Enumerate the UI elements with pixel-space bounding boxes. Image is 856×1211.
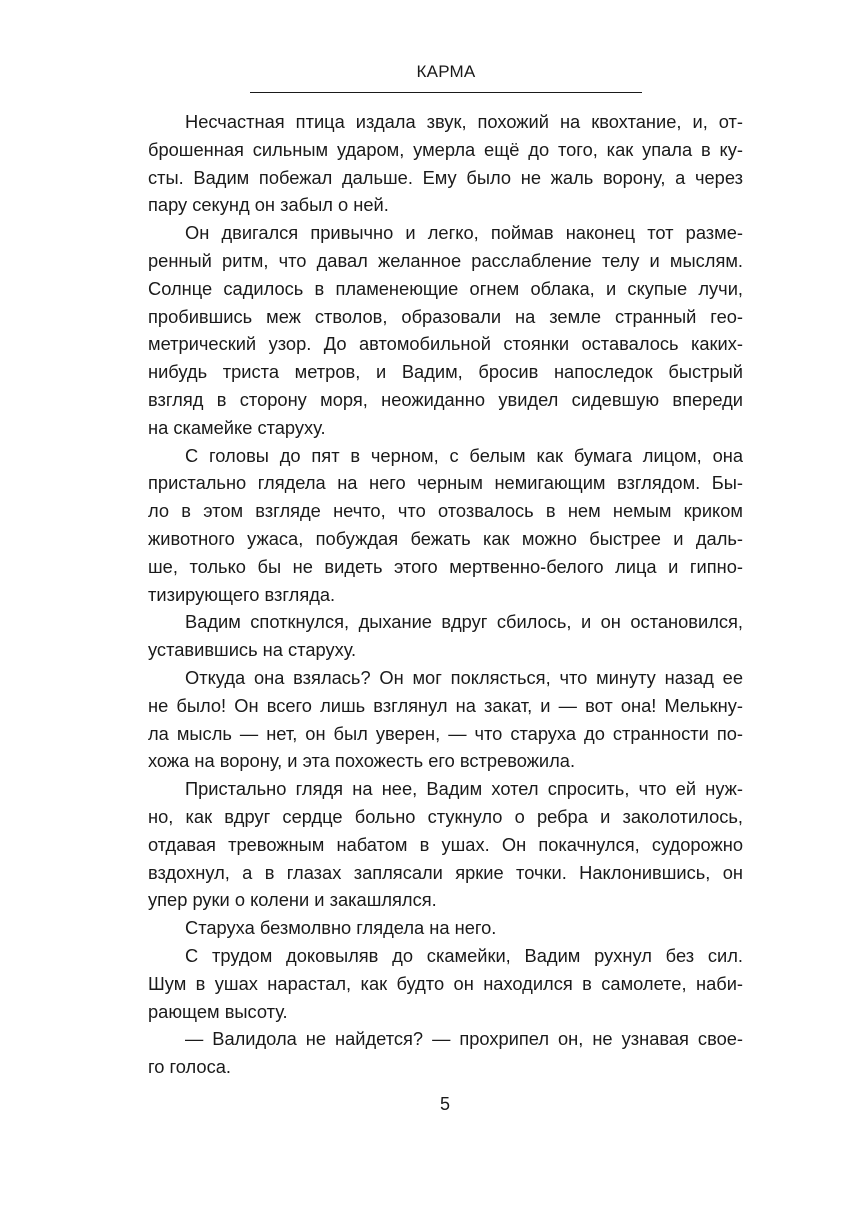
- text-line: животного ужаса, побуждая бежать как можно быстрее и даль-: [148, 527, 743, 549]
- text-line: пробившись меж стволов, образовали на земле странный гео-: [148, 305, 743, 327]
- paragraph: [148, 775, 743, 914]
- text-line: вздохнул, а в глазах заплясали яркие точки. Наклонившись, он: [148, 861, 743, 883]
- text-line: уставившись на старуху.: [148, 639, 357, 661]
- text-line: С трудом доковыляв до скамейки, Вадим рухнул без сил.: [185, 944, 743, 966]
- text-line: тизирующего взгляда.: [148, 583, 336, 605]
- text-line: Откуда она взялась? Он мог поклясться, что минуту назад ее: [185, 666, 743, 688]
- text-line: Пристально глядя на нее, Вадим хотел спросить, что ей нуж-: [185, 778, 743, 800]
- paragraph: [148, 914, 743, 942]
- text-line: пару секунд он забыл о ней.: [148, 194, 389, 216]
- text-line: ла мысль — нет, он был уверен, — что старуха до странности по-: [148, 722, 743, 744]
- text-line: — Валидола не найдется? — прохрипел он, не узнавая свое-: [185, 1028, 743, 1050]
- paragraph: [148, 108, 743, 219]
- text-line: Несчастная птица издала звук, похожий на квохтание, и, от-: [185, 111, 743, 132]
- text-line: но, как вдруг сердце больно стукнуло о ребра и заколотилось,: [148, 805, 743, 827]
- paragraph: [148, 942, 743, 1025]
- page-number: 5: [439, 1094, 450, 1114]
- text-line: Он двигался привычно и легко, поймав наконец тот разме-: [185, 222, 743, 244]
- running-title: КАРМА: [416, 62, 476, 81]
- text-line: упер руки о колени и закашлялся.: [148, 889, 437, 911]
- text-line: рающем высоту.: [148, 1000, 288, 1022]
- paragraph: [148, 1025, 743, 1081]
- text-line: го голоса.: [148, 1056, 231, 1078]
- paragraph: [148, 219, 743, 441]
- text-line: нибудь триста метров, и Вадим, бросив напоследок быстрый: [148, 361, 743, 383]
- text-line: Старуха безмолвно глядела на него.: [185, 917, 497, 939]
- text-line: отдавая тревожным набатом в ушах. Он покачнулся, судорожно: [148, 833, 743, 855]
- text-line: на скамейке старуху.: [148, 416, 326, 438]
- text-line: взгляд в сторону моря, неожиданно увидел сидевшую впереди: [148, 388, 743, 410]
- text-line: Солнце садилось в пламенеющие огнем облака, и скупые лучи,: [148, 277, 743, 299]
- text-line: брошенная сильным ударом, умерла ещё до того, как упала в ку-: [148, 138, 743, 160]
- text-line: ло в этом взгляде нечто, что отозвалось в нем немым криком: [148, 500, 743, 522]
- paragraph: [148, 608, 743, 664]
- text-line: С головы до пят в черном, с белым как бумага лицом, она: [185, 444, 743, 466]
- text-line: сты. Вадим побежал дальше. Ему было не жаль ворону, а через: [148, 166, 743, 188]
- text-line: ренный ритм, что давал желанное расслабление телу и мыслям.: [148, 249, 743, 271]
- text-line: ше, только бы не видеть этого мертвенно-белого лица и гипно-: [148, 555, 743, 577]
- text-line: Вадим споткнулся, дыхание вдруг сбилось, и он остановился,: [185, 611, 743, 633]
- text-line: не было! Он всего лишь взглянул на закат, и — вот она! Мелькну-: [148, 694, 743, 716]
- paragraph: [148, 664, 743, 775]
- text-line: Шум в ушах нарастал, как будто он находился в самолете, наби-: [148, 972, 743, 994]
- text-line: пристально глядела на него черным немигающим взглядом. Бы-: [148, 472, 743, 494]
- body-text: [148, 108, 743, 1081]
- paragraph: [148, 442, 743, 609]
- text-line: метрический узор. До автомобильной стоянки оставалось каких-: [148, 333, 743, 355]
- text-line: хожа на ворону, и эта похожесть его встревожила.: [148, 750, 576, 772]
- header-rule: [250, 92, 642, 93]
